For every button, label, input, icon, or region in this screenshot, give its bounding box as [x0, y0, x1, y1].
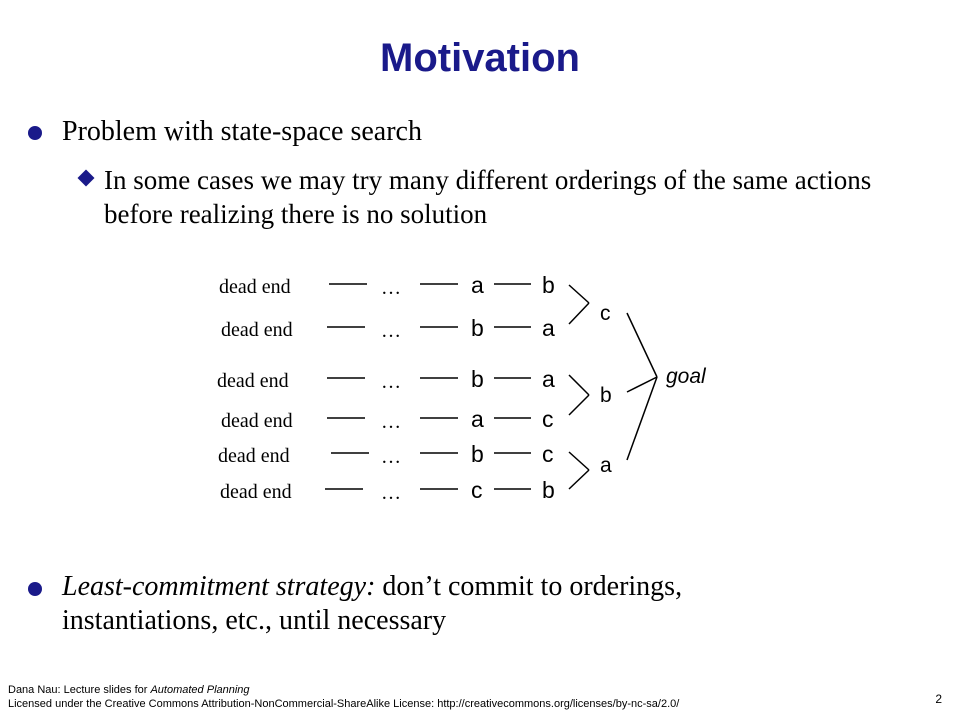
bullet-1-sub-text: In some cases we may try many different orderings of the same actions before realizing there is no solution: [104, 165, 872, 229]
ellipsis-label: …: [381, 446, 401, 468]
footer-credits: [8, 683, 679, 711]
footer-license: Licensed under the Creative Commons Attribution-NonCommercial-ShareAlike License: http://creativecommons.org/licenses/by-nc-sa/2.0/: [8, 698, 680, 710]
footer-author: Dana Nau: Lecture slides for: [8, 684, 151, 696]
node-a-label: a: [600, 454, 612, 477]
action-label: c: [542, 406, 554, 432]
action-label: a: [542, 366, 555, 392]
ellipsis-label: …: [381, 320, 401, 342]
edge-line: [627, 313, 657, 377]
action-label: a: [471, 272, 484, 298]
bullet-2-text: [62, 570, 822, 638]
ellipsis-label: …: [381, 371, 401, 393]
page-number: 2: [935, 692, 942, 706]
dead-end-label: dead end: [218, 445, 290, 467]
dead-end-label: dead end: [217, 370, 289, 392]
edge-line: [569, 285, 589, 303]
slide-title: Motivation: [380, 36, 580, 80]
edge-line: [569, 303, 589, 324]
dead-end-label: dead end: [219, 276, 291, 298]
action-label: a: [542, 315, 555, 341]
edge-line: [569, 395, 589, 415]
dead-end-label: dead end: [220, 481, 292, 503]
action-label: b: [542, 272, 555, 298]
edge-line: [569, 452, 589, 470]
bullet-dot-icon: [28, 582, 42, 596]
node-c-label: c: [600, 302, 611, 325]
ellipsis-label: …: [381, 277, 401, 299]
action-label: b: [471, 366, 484, 392]
ellipsis-label: …: [381, 482, 401, 504]
action-label: b: [471, 315, 484, 341]
least-commitment-term: Least-commitment strategy:: [62, 571, 376, 602]
dead-end-label: dead end: [221, 410, 293, 432]
edge-line: [569, 470, 589, 489]
ellipsis-label: …: [381, 411, 401, 433]
action-label: b: [471, 441, 484, 467]
bullet-2-rest: don’t commit to orderings, instantiations, etc., until necessary: [62, 571, 683, 636]
action-label: a: [471, 406, 484, 432]
bullet-1-text: Problem with state-space search: [62, 116, 422, 147]
action-label: c: [542, 441, 554, 467]
node-b-label: b: [600, 384, 612, 407]
action-label: b: [542, 477, 555, 503]
edge-line: [569, 375, 589, 395]
footer-book-title: Automated Planning: [150, 684, 250, 696]
goal-label: goal: [666, 365, 706, 388]
action-label: c: [471, 477, 483, 503]
dead-end-label: dead end: [221, 319, 293, 341]
